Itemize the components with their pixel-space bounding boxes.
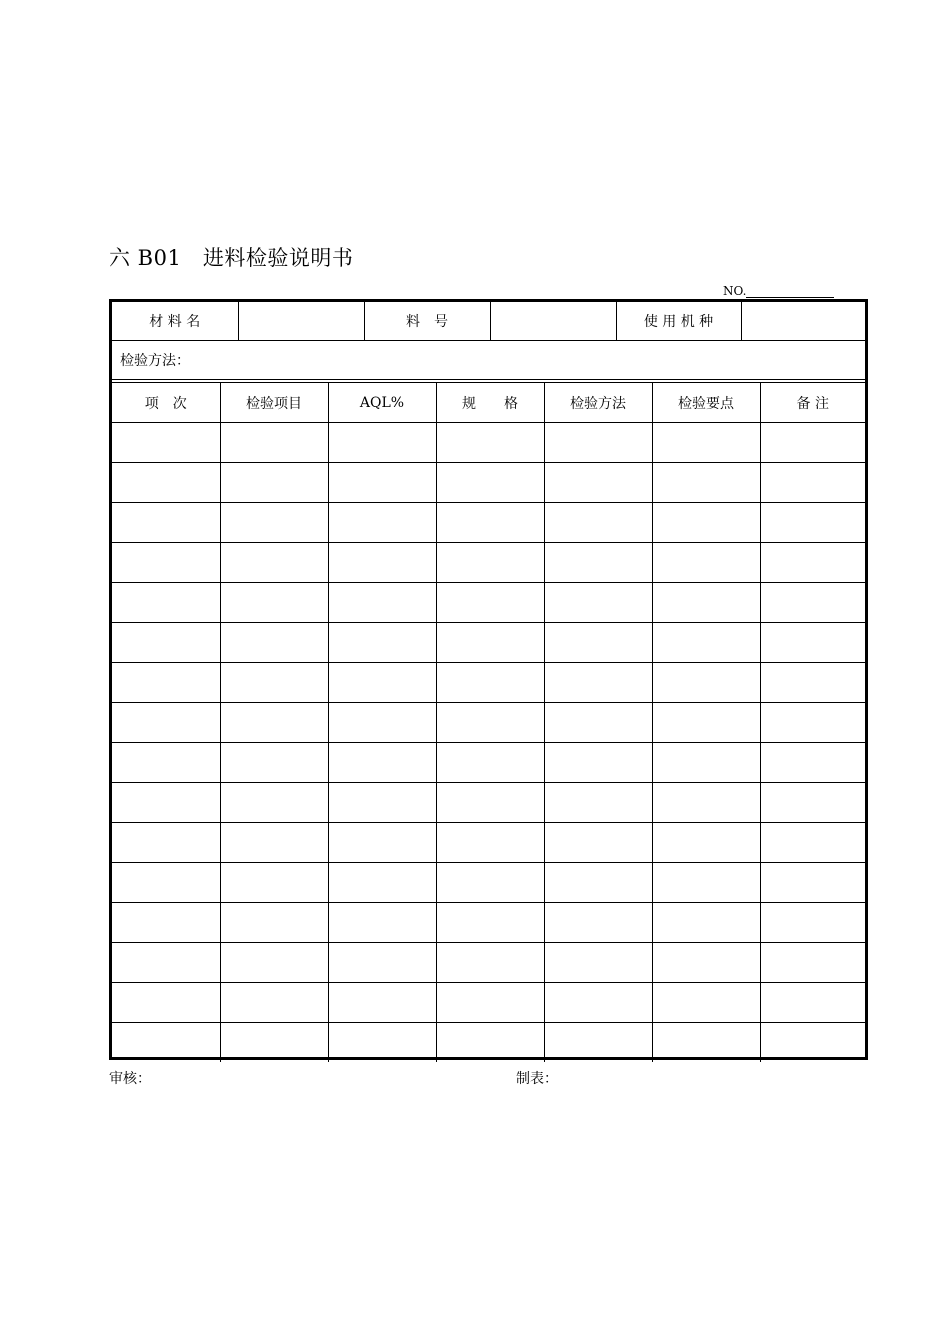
table-cell[interactable] (220, 703, 328, 743)
table-cell[interactable] (760, 423, 865, 463)
table-cell[interactable] (220, 423, 328, 463)
table-cell[interactable] (760, 583, 865, 623)
machine-model-field[interactable] (741, 302, 865, 341)
column-header-inspection-points: 检验要点 (652, 383, 760, 423)
table-cell[interactable] (436, 623, 544, 663)
table-cell[interactable] (760, 783, 865, 823)
table-cell[interactable] (220, 743, 328, 783)
column-header-remarks: 备 注 (760, 383, 865, 423)
table-cell[interactable] (652, 943, 760, 983)
table-row (112, 903, 865, 943)
table-cell[interactable] (436, 503, 544, 543)
table-cell[interactable] (328, 463, 436, 503)
form-header-table (112, 302, 865, 380)
table-cell[interactable] (112, 943, 220, 983)
table-cell[interactable] (436, 583, 544, 623)
table-row (112, 503, 865, 543)
material-code-label: 料 号 (364, 302, 490, 341)
table-cell[interactable] (760, 743, 865, 783)
table-cell[interactable] (544, 983, 652, 1023)
table-cell[interactable] (328, 503, 436, 543)
table-cell[interactable] (760, 823, 865, 863)
table-cell[interactable] (760, 623, 865, 663)
table-cell[interactable] (112, 463, 220, 503)
table-cell[interactable] (760, 703, 865, 743)
table-cell[interactable] (544, 503, 652, 543)
table-cell[interactable] (436, 1023, 544, 1063)
table-row (112, 1023, 865, 1063)
table-row (112, 943, 865, 983)
table-cell[interactable] (112, 823, 220, 863)
table-cell[interactable] (652, 463, 760, 503)
table-cell[interactable] (652, 903, 760, 943)
table-cell[interactable] (328, 943, 436, 983)
table-cell[interactable] (436, 543, 544, 583)
inspection-method-label: 检验方法： (120, 353, 190, 369)
column-header-item-no: 项 次 (112, 383, 220, 423)
table-cell[interactable] (652, 423, 760, 463)
inspection-method-row (112, 341, 865, 380)
table-cell[interactable] (544, 943, 652, 983)
table-row (112, 543, 865, 583)
table-cell[interactable] (652, 503, 760, 543)
table-cell[interactable] (328, 783, 436, 823)
document-number-field[interactable] (746, 284, 834, 298)
table-cell[interactable] (328, 543, 436, 583)
table-row (112, 743, 865, 783)
table-cell[interactable] (220, 583, 328, 623)
table-cell[interactable] (220, 543, 328, 583)
table-cell[interactable] (652, 863, 760, 903)
table-cell[interactable] (760, 863, 865, 903)
table-cell[interactable] (544, 1023, 652, 1063)
table-cell[interactable] (760, 463, 865, 503)
table-cell[interactable] (760, 503, 865, 543)
table-cell[interactable] (652, 623, 760, 663)
table-cell[interactable] (112, 583, 220, 623)
table-body (112, 423, 865, 1063)
table-cell[interactable] (544, 703, 652, 743)
material-name-field[interactable] (238, 302, 364, 341)
table-row (112, 863, 865, 903)
table-cell[interactable] (328, 703, 436, 743)
inspection-form (109, 299, 868, 1060)
document-number-label: NO. (723, 284, 747, 298)
column-header-inspection-method: 检验方法 (544, 383, 652, 423)
material-code-field[interactable] (490, 302, 616, 341)
table-cell[interactable] (436, 703, 544, 743)
table-row (112, 703, 865, 743)
table-cell[interactable] (544, 663, 652, 703)
table-cell[interactable] (220, 1023, 328, 1063)
table-cell[interactable] (436, 863, 544, 903)
table-cell[interactable] (112, 543, 220, 583)
reviewer-label: 审核： (109, 1071, 151, 1087)
table-cell[interactable] (544, 583, 652, 623)
table-cell[interactable] (544, 823, 652, 863)
table-cell[interactable] (652, 783, 760, 823)
table-cell[interactable] (112, 423, 220, 463)
material-info-row (112, 302, 865, 341)
table-cell[interactable] (436, 823, 544, 863)
document-number (723, 284, 834, 298)
machine-model-label: 使 用 机 种 (616, 302, 741, 341)
table-cell[interactable] (760, 983, 865, 1023)
table-row (112, 983, 865, 1023)
table-cell[interactable] (760, 903, 865, 943)
table-cell[interactable] (220, 463, 328, 503)
table-cell[interactable] (436, 743, 544, 783)
table-cell[interactable] (544, 543, 652, 583)
table-row (112, 583, 865, 623)
table-cell[interactable] (220, 663, 328, 703)
inspection-method-field[interactable] (112, 341, 865, 380)
table-cell[interactable] (544, 903, 652, 943)
table-row (112, 783, 865, 823)
preparer-label: 制表： (516, 1071, 558, 1087)
table-cell[interactable] (544, 623, 652, 663)
table-cell[interactable] (112, 1023, 220, 1063)
table-cell[interactable] (220, 623, 328, 663)
table-cell[interactable] (544, 783, 652, 823)
table-cell[interactable] (436, 463, 544, 503)
table-cell[interactable] (112, 623, 220, 663)
table-cell[interactable] (652, 983, 760, 1023)
page-title: 六 B01 进料检验说明书 (109, 246, 354, 270)
table-cell[interactable] (328, 583, 436, 623)
table-cell[interactable] (652, 1023, 760, 1063)
table-cell[interactable] (652, 823, 760, 863)
table-cell[interactable] (760, 943, 865, 983)
table-cell[interactable] (220, 503, 328, 543)
table-cell[interactable] (220, 863, 328, 903)
table-cell[interactable] (652, 703, 760, 743)
table-cell[interactable] (436, 783, 544, 823)
table-cell[interactable] (112, 903, 220, 943)
table-cell[interactable] (436, 943, 544, 983)
table-cell[interactable] (328, 863, 436, 903)
table-row (112, 423, 865, 463)
table-row (112, 463, 865, 503)
table-cell[interactable] (112, 983, 220, 1023)
material-name-label: 材 料 名 (112, 302, 238, 341)
table-cell[interactable] (112, 663, 220, 703)
table-cell[interactable] (544, 743, 652, 783)
table-cell[interactable] (220, 823, 328, 863)
table-cell[interactable] (760, 543, 865, 583)
table-cell[interactable] (328, 423, 436, 463)
table-cell[interactable] (544, 423, 652, 463)
column-header-inspection-item: 检验项目 (220, 383, 328, 423)
table-cell[interactable] (436, 663, 544, 703)
table-cell[interactable] (760, 1023, 865, 1063)
table-cell[interactable] (220, 783, 328, 823)
inspection-items-table (112, 382, 865, 1062)
table-cell[interactable] (112, 863, 220, 903)
table-cell[interactable] (328, 823, 436, 863)
table-cell[interactable] (328, 983, 436, 1023)
table-cell[interactable] (220, 903, 328, 943)
table-cell[interactable] (652, 543, 760, 583)
table-cell[interactable] (328, 1023, 436, 1063)
table-cell[interactable] (112, 703, 220, 743)
table-cell[interactable] (112, 503, 220, 543)
table-cell[interactable] (436, 983, 544, 1023)
table-cell[interactable] (436, 903, 544, 943)
table-row (112, 663, 865, 703)
table-cell[interactable] (112, 743, 220, 783)
table-row (112, 623, 865, 663)
table-cell[interactable] (328, 663, 436, 703)
table-cell[interactable] (652, 743, 760, 783)
table-row (112, 823, 865, 863)
table-cell[interactable] (220, 943, 328, 983)
table-cell[interactable] (220, 983, 328, 1023)
column-header-aql: AQL% (328, 383, 436, 423)
table-cell[interactable] (328, 623, 436, 663)
table-cell[interactable] (652, 583, 760, 623)
table-cell[interactable] (112, 783, 220, 823)
table-cell[interactable] (652, 663, 760, 703)
table-cell[interactable] (436, 423, 544, 463)
table-cell[interactable] (544, 463, 652, 503)
table-cell[interactable] (760, 663, 865, 703)
table-cell[interactable] (328, 743, 436, 783)
table-cell[interactable] (544, 863, 652, 903)
column-header-specification: 规 格 (436, 383, 544, 423)
table-header-row (112, 383, 865, 423)
table-cell[interactable] (328, 903, 436, 943)
